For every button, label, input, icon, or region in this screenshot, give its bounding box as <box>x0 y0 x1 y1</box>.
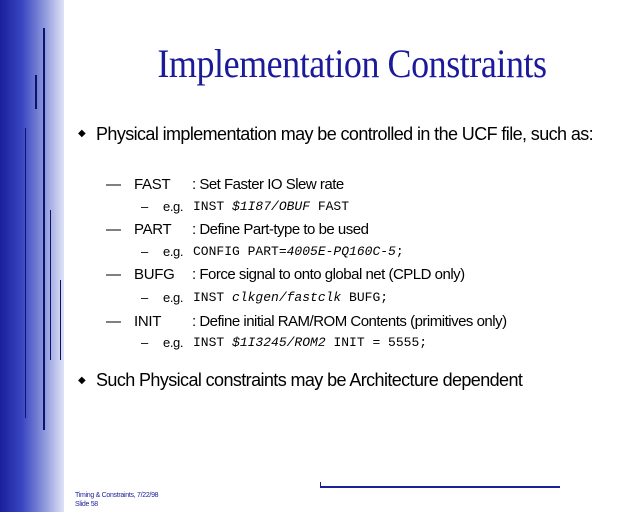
decorative-line <box>35 75 37 109</box>
example-label: e.g. <box>163 244 184 259</box>
example-label: e.g. <box>163 290 184 305</box>
example-label: e.g. <box>163 199 184 214</box>
constraint-description: : Define initial RAM/ROM Contents (primitives only) <box>192 313 507 330</box>
bullet-icon: ◆ <box>78 128 86 139</box>
slide-title: Implementation Constraints <box>157 41 547 86</box>
footer-divider <box>320 486 560 488</box>
subdash-icon: – <box>141 244 149 259</box>
subdash-icon: – <box>141 335 149 350</box>
constraint-keyword: PART <box>134 221 172 238</box>
constraint-keyword: FAST <box>134 176 171 193</box>
footer-text: Timing & Constraints, 7/22/98 <box>75 492 159 499</box>
left-gradient-band <box>0 0 64 512</box>
bullet-text: Physical implementation may be controlled in the UCF file, such as: <box>96 124 594 144</box>
dash-icon: — <box>106 266 121 283</box>
footer-slide-number: Slide 58 <box>75 501 98 508</box>
dash-icon: — <box>106 176 121 193</box>
example-code: INST $1I87/OBUF FAST <box>193 199 350 214</box>
example-code: INST clkgen/fastclk BUFG; <box>193 290 389 305</box>
decorative-line <box>43 28 45 430</box>
dash-icon: — <box>106 221 121 238</box>
constraint-description: : Set Faster IO Slew rate <box>192 176 344 193</box>
constraint-keyword: BUFG <box>134 266 175 283</box>
subdash-icon: – <box>141 290 149 305</box>
dash-icon: — <box>106 313 121 330</box>
bullet-text: Such Physical constraints may be Architecture dependent <box>96 370 523 390</box>
bullet-icon: ◆ <box>78 375 86 386</box>
decorative-line <box>50 210 51 360</box>
constraint-description: : Force signal to onto global net (CPLD only) <box>192 266 465 283</box>
example-code: INST $1I3245/ROM2 INIT = 5555; <box>193 335 428 350</box>
constraint-description: : Define Part-type to be used <box>192 221 369 238</box>
constraint-keyword: INIT <box>134 313 162 330</box>
example-label: e.g. <box>163 335 184 350</box>
subdash-icon: – <box>141 199 149 214</box>
example-code: CONFIG PART=4005E-PQ160C-5; <box>193 244 404 259</box>
decorative-line <box>25 128 26 418</box>
decorative-line <box>60 280 61 360</box>
